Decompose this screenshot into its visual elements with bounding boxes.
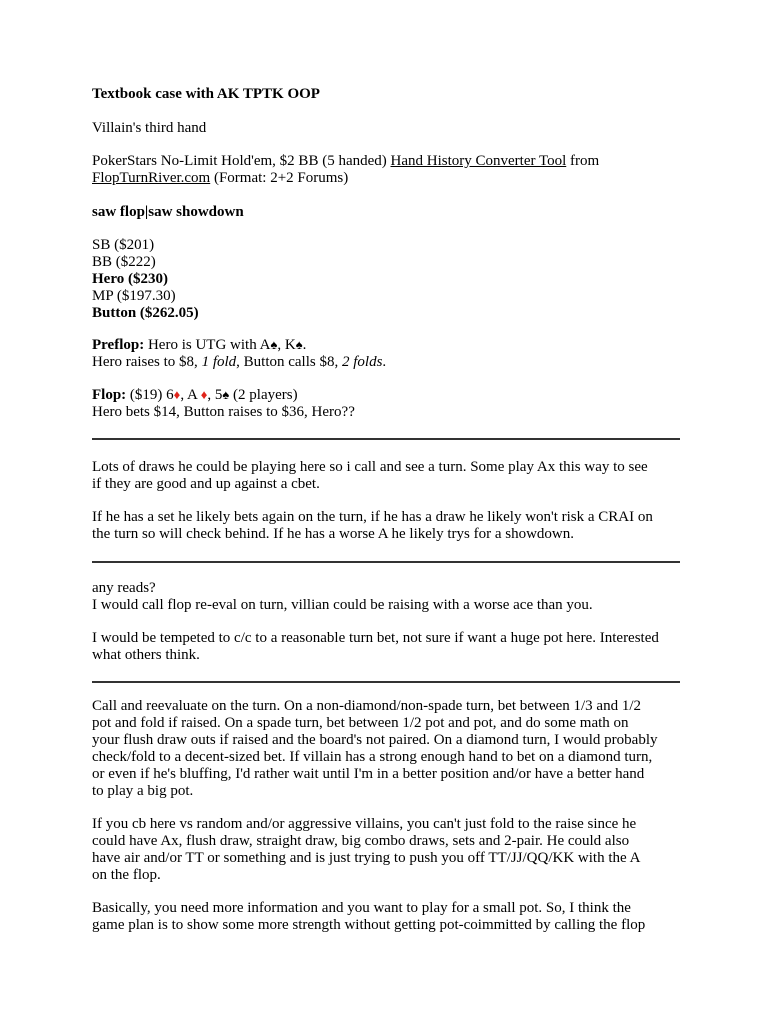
text-line: or even if he's bluffing, I'd rather wait until I'm in a better position and/or have a better hand — [92, 766, 645, 782]
preflop-label: Preflop: — [92, 337, 145, 353]
reply-2 — [92, 580, 692, 664]
preflop-fold2: 2 folds — [341, 354, 383, 370]
spade-icon: ♠ — [270, 337, 278, 352]
flop-section — [92, 387, 692, 421]
text-line: If he has a set he likely bets again on the turn, if he has a draw he likely won't risk a CRAI on — [92, 509, 653, 525]
flop-card2: , A — [180, 387, 201, 403]
text-line: I would call flop re-eval on turn, villian could be raising with a worse ace than you. — [92, 597, 593, 613]
flop-players: (2 players) — [229, 387, 298, 403]
player-bb: BB ($222) — [92, 254, 156, 270]
reply-paragraph — [92, 509, 692, 543]
text-line: check/fold to a decent-sized bet. If villain has a strong enough hand to bet on a diamond turn, — [92, 749, 653, 765]
flop-card3: , 5 — [207, 387, 223, 403]
text-line: the turn so will check behind. If he has a worse A he likely trys for a showdown. — [92, 526, 574, 542]
spade-icon: ♠ — [295, 337, 303, 352]
intro-prefix: PokerStars No-Limit Hold'em, $2 BB (5 handed) — [92, 153, 391, 169]
player-sb: SB ($201) — [92, 237, 155, 253]
preflop-fold1: 1 fold — [201, 354, 237, 370]
page-title: Textbook case with AK TPTK OOP — [92, 86, 320, 102]
text-line: If you cb here vs random and/or aggressive villains, you can't just fold to the raise since he — [92, 816, 637, 832]
reply-paragraph — [92, 630, 692, 664]
reply-paragraph — [92, 816, 692, 884]
text-line: I would be tempeted to c/c to a reasonable turn bet, not sure if want a huge pot here. Interested — [92, 630, 659, 646]
preflop-end: . — [302, 337, 307, 353]
preflop-action-a: Hero raises to $8, — [92, 354, 202, 370]
intro-suffix: (Format: 2+2 Forums) — [210, 170, 349, 186]
text-line: Call and reevaluate on the turn. On a non-diamond/non-spade turn, bet between 1/3 and 1/2 — [92, 698, 642, 714]
text-line: to play a big pot. — [92, 783, 194, 799]
preflop-action-b: , Button calls $8, — [236, 354, 342, 370]
flop-action: Hero bets $14, Button raises to $36, Hero?? — [92, 404, 355, 420]
preflop-sep: , K — [277, 337, 296, 353]
player-button: Button ($262.05) — [92, 305, 199, 321]
reply-paragraph — [92, 580, 692, 614]
text-line: any reads? — [92, 580, 156, 596]
preflop-text: Hero is UTG with A — [144, 337, 271, 353]
saw-flop-showdown: saw flop|saw showdown — [92, 204, 244, 220]
diamond-icon: ♦ — [200, 387, 208, 402]
player-mp: MP ($197.30) — [92, 288, 176, 304]
text-line: Lots of draws he could be playing here so i call and see a turn. Some play Ax this way to see — [92, 459, 648, 475]
spade-icon: ♠ — [222, 387, 230, 402]
intro-mid: from — [566, 153, 600, 169]
flopturnriver-link[interactable]: FlopTurnRiver.com — [92, 170, 211, 186]
text-line: if they are good and up against a cbet. — [92, 476, 320, 492]
divider — [92, 438, 680, 440]
preflop-action-c: . — [382, 354, 387, 370]
text-line: pot and fold if raised. On a spade turn, bet between 1/2 pot and pot, and do some math on — [92, 715, 629, 731]
diamond-icon: ♦ — [173, 387, 181, 402]
text-line: game plan is to show some more strength without getting pot-coimmitted by calling the flop — [92, 917, 646, 933]
text-line: Basically, you need more information and you want to play for a small pot. So, I think the — [92, 900, 631, 916]
text-line: have air and/or TT or something and is just trying to push you off TT/JJ/QQ/KK with the A — [92, 850, 641, 866]
reply-paragraph — [92, 900, 692, 934]
reply-paragraph — [92, 459, 692, 493]
hand-history-converter-link[interactable]: Hand History Converter Tool — [390, 153, 567, 169]
flop-label: Flop: — [92, 387, 127, 403]
subtitle: Villain's third hand — [92, 120, 207, 136]
divider — [92, 561, 680, 563]
text-line: what others think. — [92, 647, 200, 663]
divider — [92, 681, 680, 683]
reply-paragraph — [92, 698, 692, 800]
text-line: could have Ax, flush draw, straight draw, big combo draws, sets and 2-pair. He could also — [92, 833, 630, 849]
text-line: your flush draw outs if raised and the board's not paired. On a diamond turn, I would probably — [92, 732, 658, 748]
flop-pot: ($19) 6 — [126, 387, 174, 403]
reply-1 — [92, 459, 692, 543]
intro-text — [92, 153, 692, 187]
player-list — [92, 237, 692, 322]
player-hero: Hero ($230) — [92, 271, 168, 287]
text-line: on the flop. — [92, 867, 161, 883]
preflop-section — [92, 337, 692, 371]
reply-3 — [92, 698, 692, 934]
